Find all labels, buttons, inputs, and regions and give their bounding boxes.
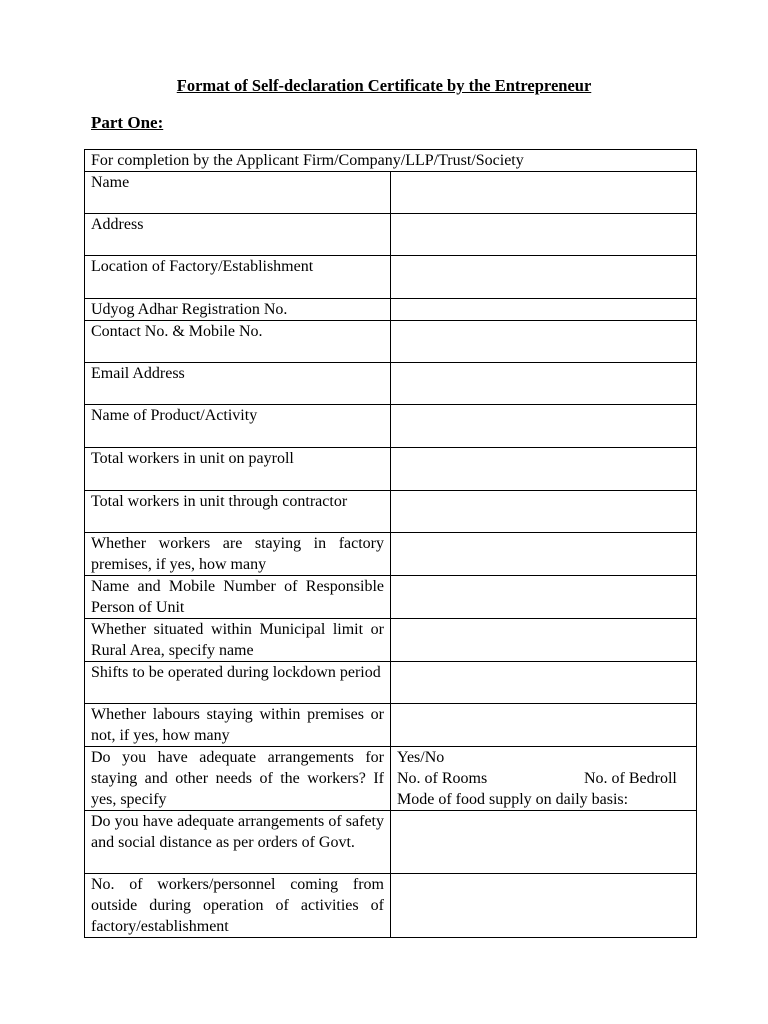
- product-answer-cell[interactable]: [391, 405, 697, 448]
- workers-staying-answer-cell[interactable]: [391, 533, 697, 576]
- table-row: [85, 533, 697, 576]
- row-label-outside-workers: No. of workers/personnel coming from outside during operation of activities of factory/establishment: [85, 874, 391, 938]
- table-row: [85, 214, 697, 256]
- email-answer-cell[interactable]: [391, 363, 697, 405]
- part-heading: Part One:: [91, 113, 164, 132]
- table-row: [85, 704, 697, 747]
- bedroll-label: No. of Bedroll: [584, 770, 677, 787]
- row-label-workers-staying: Whether workers are staying in factory premises, if yes, how many: [85, 533, 391, 576]
- row-label-contact: Contact No. & Mobile No.: [85, 321, 391, 363]
- staying-arrangements-answer-cell[interactable]: [391, 747, 697, 811]
- row-label-responsible-person: Name and Mobile Number of Responsible Person of Unit: [85, 576, 391, 619]
- table-row: [85, 172, 697, 214]
- table-row: [85, 256, 697, 299]
- name-answer-cell[interactable]: [391, 172, 697, 214]
- contractor-workers-answer-cell[interactable]: [391, 491, 697, 533]
- labours-staying-answer-cell[interactable]: [391, 704, 697, 747]
- table-header: For completion by the Applicant Firm/Company/LLP/Trust/Society: [85, 150, 697, 172]
- row-label-udyog-adhar: Udyog Adhar Registration No.: [85, 299, 391, 321]
- row-label-address: Address: [85, 214, 391, 256]
- row-label-product: Name of Product/Activity: [85, 405, 391, 448]
- udyog-adhar-answer-cell[interactable]: [391, 299, 697, 321]
- safety-arrangements-answer-cell[interactable]: [391, 811, 697, 874]
- municipal-answer-cell[interactable]: [391, 619, 697, 662]
- table-row: [85, 619, 697, 662]
- table-row: [85, 299, 697, 321]
- row-label-municipal: Whether situated within Municipal limit or Rural Area, specify name: [85, 619, 391, 662]
- row-label-safety-arrangements: Do you have adequate arrangements of safety and social distance as per orders of Govt.: [85, 811, 391, 874]
- table-row: [85, 811, 697, 874]
- table-row: [85, 321, 697, 363]
- rooms-label: No. of Rooms: [397, 770, 488, 787]
- declaration-form-table: [84, 149, 697, 938]
- contact-answer-cell[interactable]: [391, 321, 697, 363]
- row-label-email: Email Address: [85, 363, 391, 405]
- yes-no-option: Yes/No: [397, 749, 445, 766]
- shifts-answer-cell[interactable]: [391, 662, 697, 704]
- table-row: [85, 874, 697, 938]
- table-row: [85, 363, 697, 405]
- row-label-name: Name: [85, 172, 391, 214]
- table-row: [85, 405, 697, 448]
- table-row: [85, 576, 697, 619]
- row-label-payroll-workers: Total workers in unit on payroll: [85, 448, 391, 491]
- document-title: Format of Self-declaration Certificate by the Entrepreneur: [176, 76, 592, 95]
- table-row: [85, 747, 697, 811]
- address-answer-cell[interactable]: [391, 214, 697, 256]
- payroll-workers-answer-cell[interactable]: [391, 448, 697, 491]
- table-row: [85, 662, 697, 704]
- food-supply-label: Mode of food supply on daily basis:: [397, 791, 629, 808]
- row-label-shifts: Shifts to be operated during lockdown period: [85, 662, 391, 704]
- row-label-contractor-workers: Total workers in unit through contractor: [85, 491, 391, 533]
- table-row: [85, 491, 697, 533]
- row-label-staying-arrangements: Do you have adequate arrangements for staying and other needs of the workers? If yes, specify: [85, 747, 391, 811]
- responsible-person-answer-cell[interactable]: [391, 576, 697, 619]
- outside-workers-answer-cell[interactable]: [391, 874, 697, 938]
- row-label-location: Location of Factory/Establishment: [85, 256, 391, 299]
- table-header-row: [85, 150, 697, 172]
- location-answer-cell[interactable]: [391, 256, 697, 299]
- row-label-labours-staying: Whether labours staying within premises or not, if yes, how many: [85, 704, 391, 747]
- table-row: [85, 448, 697, 491]
